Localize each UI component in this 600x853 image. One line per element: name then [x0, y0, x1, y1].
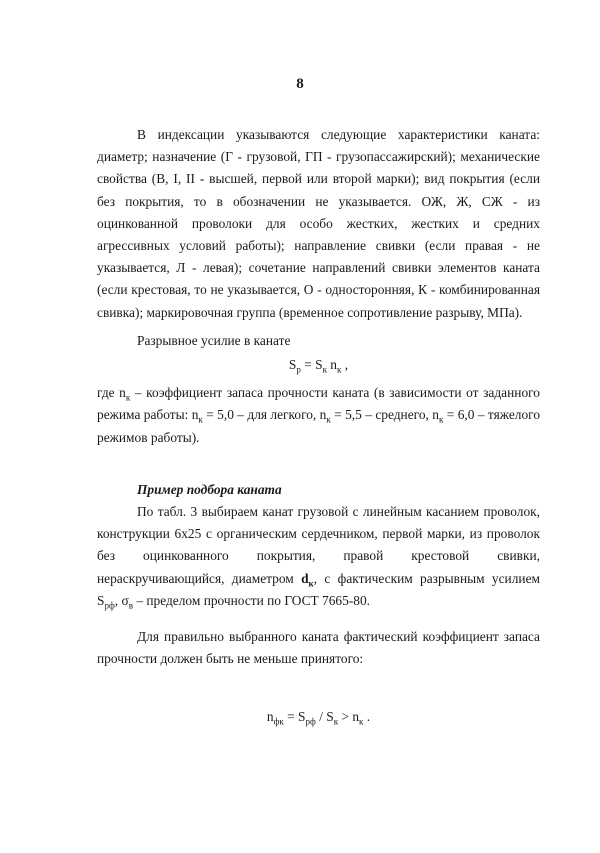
- page-content: [97, 124, 540, 735]
- paragraph-breaking-force: Разрывное усилие в канате: [137, 332, 291, 348]
- text-symbol: d: [301, 570, 309, 586]
- formula-operator: > n: [338, 709, 360, 725]
- text-subscript: в: [128, 600, 133, 611]
- formula-punct: .: [363, 709, 371, 725]
- formula-subscript: фк: [273, 717, 284, 728]
- paragraph-check-condition: Для правильно выбранного каната фактический коэффициент запаса прочности должен быть не меньше принятого:: [97, 629, 540, 667]
- text-run: где n: [97, 385, 126, 401]
- formula-operator: = S: [283, 709, 306, 725]
- text-subscript: к: [198, 415, 203, 426]
- formula-subscript: к: [337, 364, 342, 375]
- text-subscript: к: [308, 578, 314, 589]
- formula-symbol: n: [266, 709, 274, 725]
- formula-subscript: к: [333, 717, 339, 728]
- formula-symbol: S: [288, 357, 297, 373]
- formula-symbol: n: [326, 357, 337, 373]
- formula-subscript: к: [322, 364, 327, 375]
- text-subscript: к: [326, 415, 331, 426]
- text-run: По табл. 3 выбираем канат грузовой с линейным касанием проволок, конструкции 6х25 с органическим сердечником, первой марки, из проволок без оцинкованного покрытия, правой крестовой свивки, нераскручивающийся, диаметром: [97, 504, 540, 586]
- text-run: , с фактическим разрывным усилием S: [97, 570, 540, 608]
- text-subscript: к: [125, 392, 131, 403]
- text-run: = 5,5 – среднего, n: [330, 407, 439, 423]
- paragraph-rope-selection: [97, 501, 540, 612]
- formula-subscript: к: [359, 717, 364, 728]
- text-run: = 6,0 – тяжелого режимов работы).: [97, 407, 541, 445]
- section-heading-example: Пример подбора каната: [137, 481, 282, 497]
- page-number: 8: [296, 76, 304, 92]
- formula-operator: =: [300, 357, 316, 373]
- text-run: , σ: [114, 592, 129, 608]
- paragraph-rope-indexation: В индексации указываются следующие характеристики каната: диаметр; назначение (Г - грузовой, ГП - грузопассажирский); механические свойства (В, I, II - высшей, первой или второй марки); вид покрытия (если без покрытия, то в обозначении не указывается. ОЖ, Ж, СЖ - из оцинкованной проволоки для особо жестких, жестких и средних агрессивных условий работы); направление свивки (если правая - не указывается, Л - левая); сочетание направлений свивки элементов каната (если крестовая, то не указывается, О - односторонняя, К - комбинированная свивка); маркировочная группа (временное сопротивление разрыву, МПа).: [97, 127, 540, 320]
- text-run: = 5,0 – для легкого, n: [202, 407, 327, 423]
- text-subscript: рф: [104, 600, 115, 611]
- formula-subscript: р: [296, 364, 301, 375]
- formula-punct: ,: [341, 357, 349, 373]
- text-run: – коэффициент запаса прочности каната (в зависимости от заданного режима работы: n: [97, 385, 541, 423]
- formula-subscript: рф: [305, 717, 316, 728]
- text-subscript: к: [438, 415, 444, 426]
- paragraph-safety-factor: [97, 382, 540, 449]
- text-run: – пределом прочности по ГОСТ 7665-80.: [132, 592, 371, 608]
- formula-breaking-force: [97, 354, 540, 376]
- formula-operator: / S: [315, 709, 334, 725]
- formula-symbol: S: [315, 357, 323, 373]
- formula-actual-safety-factor: [97, 706, 540, 728]
